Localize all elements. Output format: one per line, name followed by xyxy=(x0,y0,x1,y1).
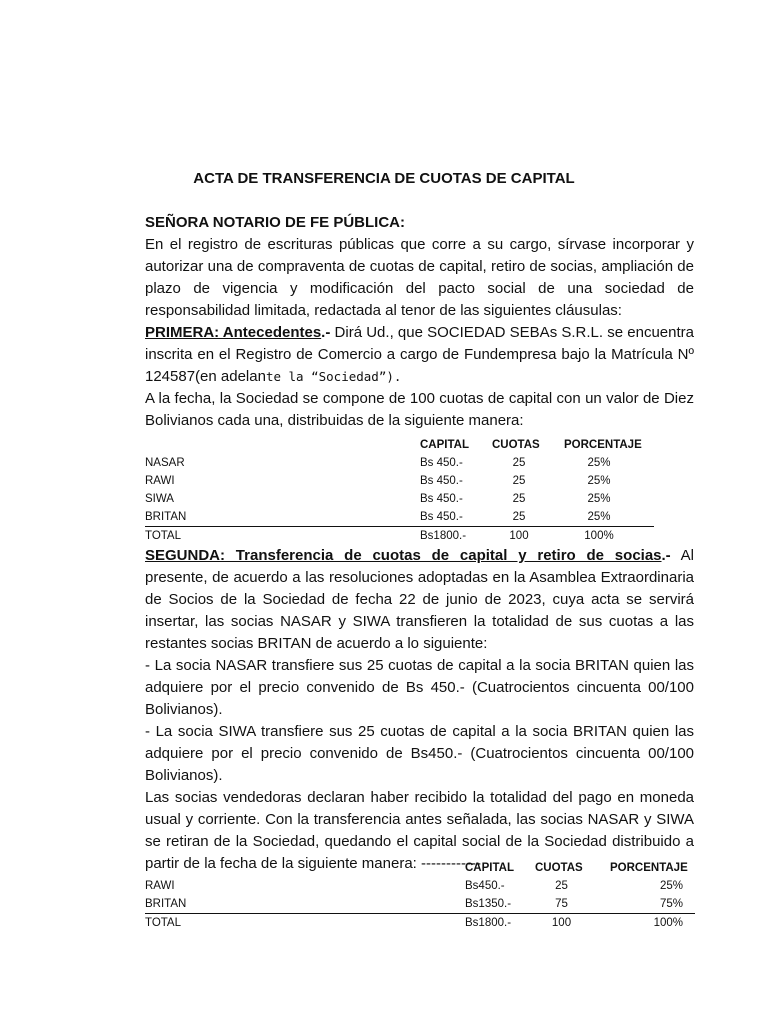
segunda-heading-suffix: .- xyxy=(661,547,671,564)
row-cuotas: 25 xyxy=(555,880,568,892)
table-row xyxy=(145,877,695,895)
row-name: RAWI xyxy=(145,475,175,487)
table-header-row xyxy=(145,859,695,877)
row-name: BRITAN xyxy=(145,508,420,527)
header-capital: CAPITAL xyxy=(420,439,469,451)
row-capital: Bs 450.- xyxy=(420,475,463,487)
row-cuotas: 25 xyxy=(492,508,564,527)
segunda-heading: SEGUNDA: Transferencia de cuotas de capital y retiro de socias xyxy=(145,547,662,564)
row-pct: 25% xyxy=(587,457,611,469)
row-name: SIWA xyxy=(145,493,174,505)
table-total-row xyxy=(145,914,695,933)
header-porcentaje: PORCENTAJE xyxy=(564,439,642,451)
row-cuotas: 75 xyxy=(535,895,610,914)
primera-paragraph-2: A la fecha, la Sociedad se compone de 100 cuotas de capital con un valor de Diez Bolivianos cada una, distribuidas de la siguiente manera: xyxy=(145,390,694,429)
primera-paragraph xyxy=(145,322,694,388)
document-title: ACTA DE TRANSFERENCIA DE CUOTAS DE CAPITAL xyxy=(193,170,575,187)
transfer-item-1: - La socia NASAR transfiere sus 25 cuotas de capital a la socia BRITAN quien las adquiere por el precio convenido de Bs 450.- (Cuatrocientos cincuenta 00/100 Bolivianos). xyxy=(145,657,694,718)
header-porcentaje: PORCENTAJE xyxy=(610,862,688,874)
row-cuotas: 25 xyxy=(512,493,526,505)
row-name: RAWI xyxy=(145,880,175,892)
row-pct: 25% xyxy=(587,475,611,487)
table-header-row xyxy=(145,436,654,454)
total-capital: Bs1800.- xyxy=(465,917,512,929)
table-row xyxy=(145,508,654,527)
table-initial-shares xyxy=(145,436,654,545)
row-capital: Bs 450.- xyxy=(420,457,463,469)
total-capital: Bs1800.- xyxy=(420,530,467,542)
primera-text-tail: te la “Sociedad”). xyxy=(265,369,402,384)
row-cuotas: 25 xyxy=(512,475,526,487)
row-pct: 25% xyxy=(587,493,611,505)
table-total-row xyxy=(145,527,654,546)
section-segunda xyxy=(145,545,694,875)
closing-paragraph: Las socias vendedoras declaran haber recibido la totalidad del pago en moneda usual y corriente. Con la transferencia antes señalada, las socias NASAR y SIWA se retiran de la Sociedad, quedando el capital social de la Sociedad distribuido a partir de la fecha de la siguiente manera: ------------ xyxy=(145,789,694,872)
row-pct: 25% xyxy=(564,508,654,527)
header-cuotas: CUOTAS xyxy=(535,862,583,874)
table-row xyxy=(145,895,695,914)
primera-heading-suffix: .- xyxy=(321,324,331,341)
total-cuotas: 100 xyxy=(509,530,529,542)
header-capital: CAPITAL xyxy=(465,862,514,874)
segunda-paragraph xyxy=(145,545,694,655)
segunda-text: Al presente, de acuerdo a las resoluciones adoptadas en la Asamblea Extraordinaria de Socios de la Sociedad de fecha 22 de junio de 2023, cuya acta se servirá insertar, las socias NASAR y SIWA transfieren la totalidad de sus cuotas a las restantes socias BRITAN de acuerdo a lo siguiente: xyxy=(145,547,694,652)
row-capital: Bs1350.- xyxy=(465,895,535,914)
total-cuotas: 100 xyxy=(551,917,572,929)
table-row xyxy=(145,472,654,490)
primera-heading: PRIMERA: Antecedentes xyxy=(145,324,322,341)
table-final-shares xyxy=(145,859,695,932)
row-pct: 75% xyxy=(610,895,695,914)
addressee: SEÑORA NOTARIO DE FE PÚBLICA: xyxy=(145,214,406,231)
total-pct: 100% xyxy=(584,530,614,542)
row-capital: Bs 450.- xyxy=(420,493,463,505)
row-cuotas: 25 xyxy=(512,457,526,469)
total-label: TOTAL xyxy=(145,917,181,929)
row-capital: Bs 450.- xyxy=(420,508,492,527)
row-name: NASAR xyxy=(145,457,185,469)
primera-text: Dirá Ud., que SOCIEDAD SEBAs S.R.L. se encuentra inscrita en el Registro de Comercio a cargo de Fundempresa bajo la Matrícula Nº 124587(en adelan xyxy=(145,324,694,385)
header-cuotas: CUOTAS xyxy=(492,439,540,451)
row-capital: Bs450.- xyxy=(465,880,505,892)
transfer-item-2: - La socia SIWA transfiere sus 25 cuotas de capital a la socia BRITAN quien las adquiere por el precio convenido de Bs450.- (Cuatrocientos cincuenta 00/100 Bolivianos). xyxy=(145,723,694,784)
total-pct: 100% xyxy=(653,917,683,929)
row-name: BRITAN xyxy=(145,895,465,914)
total-label: TOTAL xyxy=(145,530,181,542)
table-row xyxy=(145,454,654,472)
table-row xyxy=(145,490,654,508)
section-top xyxy=(145,212,694,432)
row-pct: 25% xyxy=(659,880,683,892)
intro-paragraph: En el registro de escrituras públicas que corre a su cargo, sírvase incorporar y autorizar una de compraventa de cuotas de capital, retiro de socias, ampliación de plazo de vigencia y modificación del pacto social de una sociedad de responsabilidad limitada, redactada al tenor de las siguientes cláusulas: xyxy=(145,236,694,319)
